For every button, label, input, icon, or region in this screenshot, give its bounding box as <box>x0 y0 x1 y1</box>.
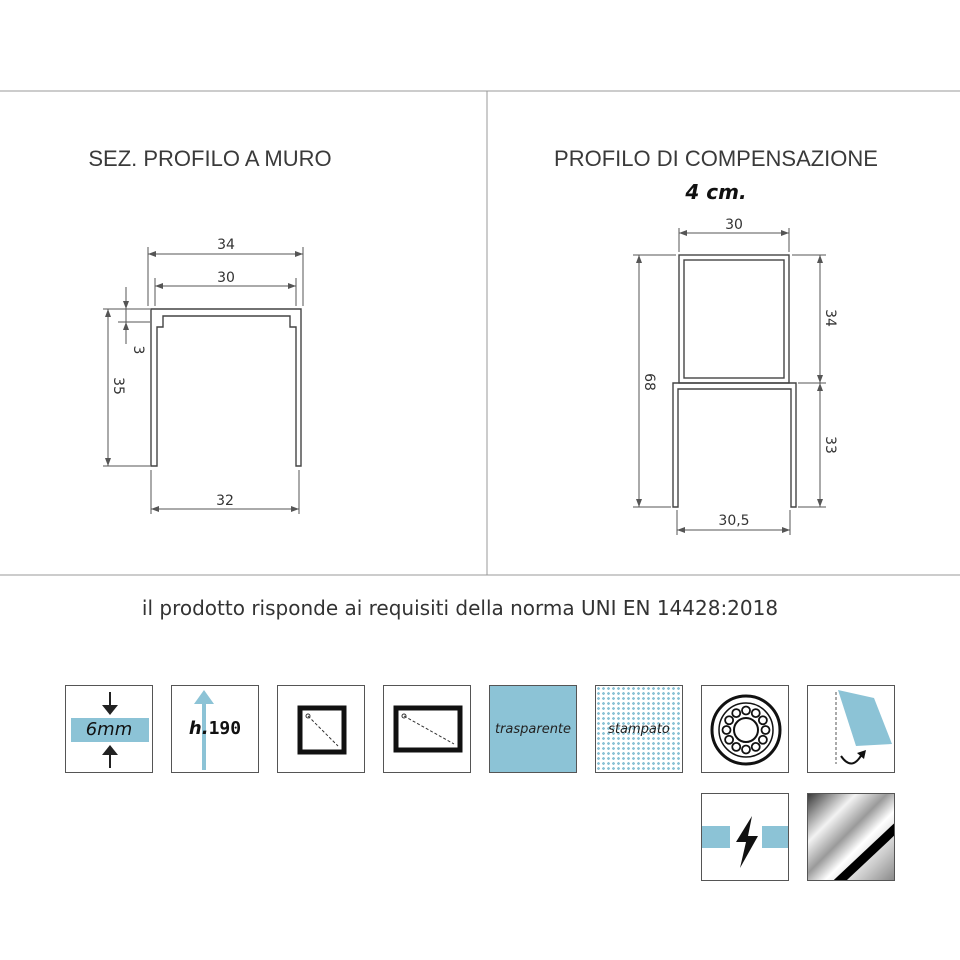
thickness-label: 6mm <box>85 719 133 740</box>
bearing-ball <box>725 736 733 744</box>
left-panel-title: SEZ. PROFILO A MURO <box>88 146 332 171</box>
dim-upper-height: 34 <box>822 309 838 327</box>
bearing-ball <box>742 746 750 754</box>
height-label <box>172 718 258 739</box>
wall-profile-section <box>151 309 301 466</box>
bearing-ball <box>723 726 731 734</box>
reversible-icon <box>701 793 789 881</box>
dim-height: 35 <box>110 377 126 395</box>
right-panel-title: PROFILO DI COMPENSAZIONE <box>554 146 878 171</box>
small-frame-icon <box>277 685 365 773</box>
bearing-balls <box>723 707 770 754</box>
printed-label: stampato <box>608 722 670 737</box>
bearing-ball <box>742 707 750 715</box>
transparent-glass-icon <box>489 685 577 773</box>
bearing-ball <box>762 726 770 734</box>
bearing-ball <box>732 743 740 751</box>
chrome-finish-icon <box>807 793 895 881</box>
dim-total-height: 68 <box>641 373 657 391</box>
transparent-label: trasparente <box>494 722 572 737</box>
dim-top-width: 30 <box>725 217 743 233</box>
bearing-ball <box>752 709 760 717</box>
dim-bottom: 32 <box>216 493 234 509</box>
height-prefix: h. <box>188 718 209 739</box>
dim-bottom-width: 30,5 <box>718 513 750 529</box>
left-dimension-lines <box>103 247 303 514</box>
compensation-profile-section <box>673 255 796 507</box>
dim-top-inner: 30 <box>217 270 235 286</box>
bearing-ball <box>759 736 767 744</box>
bearing-ball <box>725 716 733 724</box>
height-value: 190 <box>208 718 242 739</box>
printed-glass-icon <box>595 685 683 773</box>
norm-statement: il prodotto risponde ai requisiti della norma UNI EN 14428:2018 <box>141 596 779 620</box>
height-icon <box>171 685 259 773</box>
glass-thickness-icon <box>65 685 153 773</box>
dim-lip: 3 <box>130 345 146 355</box>
wide-frame-icon <box>383 685 471 773</box>
bearing-icon <box>701 685 789 773</box>
right-dimension-lines <box>633 228 826 535</box>
swing-door-icon <box>807 685 895 773</box>
bearing-ball <box>732 709 740 717</box>
right-panel-subtitle: 4 cm. <box>685 180 747 204</box>
bearing-ball <box>759 716 767 724</box>
dim-lower-height: 33 <box>822 436 838 454</box>
dim-top-outer: 34 <box>217 237 235 253</box>
bearing-ball <box>752 743 760 751</box>
